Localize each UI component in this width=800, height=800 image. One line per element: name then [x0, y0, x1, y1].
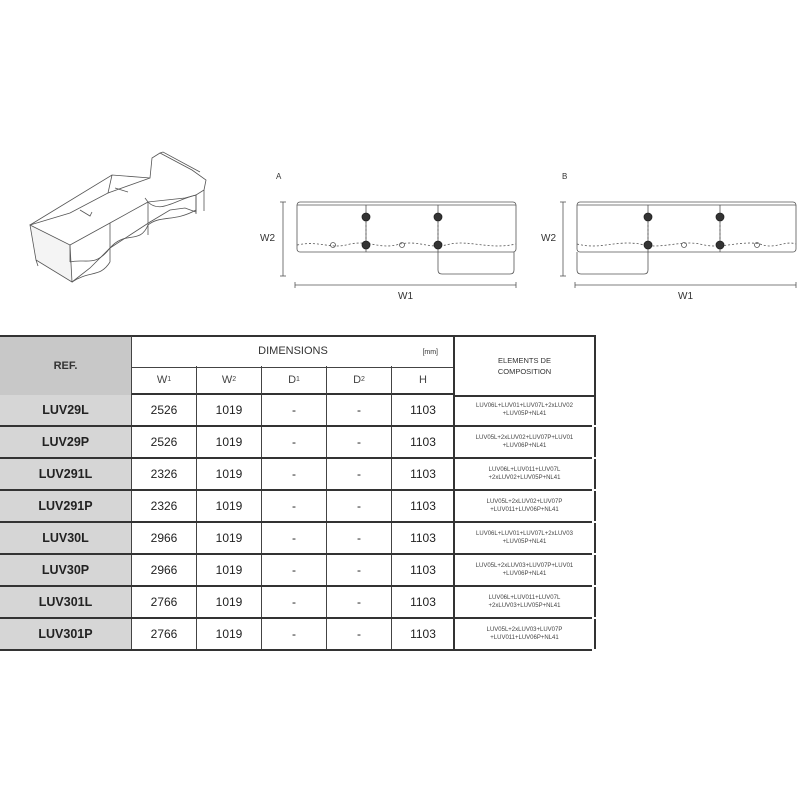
h-cell: 1103: [391, 427, 454, 457]
column-header-w1: W 1: [131, 366, 196, 395]
table-row: [0, 427, 592, 459]
d1-cell: -: [261, 587, 326, 617]
elements-header-line1: ELEMENTS DE: [498, 356, 551, 365]
unit-label: [mm]: [422, 349, 438, 356]
d2-cell: -: [326, 523, 391, 553]
d2-cell: -: [326, 619, 391, 649]
w1-cell: 2966: [131, 523, 196, 553]
d1-cell: -: [261, 459, 326, 489]
column-header-d1: D 1: [261, 366, 326, 395]
table-row: [0, 395, 592, 427]
plan-b-label: B: [562, 172, 568, 181]
h-cell: 1103: [391, 587, 454, 617]
elements-cell: LUV05L+2xLUV02+LUV07P+LUV01 +LUV06P+NL41: [453, 427, 596, 457]
d1-cell: -: [261, 619, 326, 649]
plan-a-label: A: [276, 172, 282, 181]
plan-b-w2-label: W2: [541, 233, 556, 244]
ref-cell: LUV30P: [0, 555, 131, 585]
w2-cell: 1019: [196, 459, 261, 489]
elements-cell: LUV05L+2xLUV03+LUV07P +LUV011+LUV06P+NL41: [453, 619, 596, 649]
table-row: [0, 459, 592, 491]
table-bottom-border: [0, 649, 592, 651]
elements-header: [453, 335, 596, 397]
table-row: [0, 619, 592, 651]
d1-cell: -: [261, 523, 326, 553]
w1-cell: 2326: [131, 491, 196, 521]
plan-a-w2-label: W2: [260, 233, 275, 244]
d1-cell: -: [261, 427, 326, 457]
plan-b-drawing: [560, 202, 796, 288]
table-row: [0, 587, 592, 619]
d2-cell: -: [326, 555, 391, 585]
ref-cell: LUV301L: [0, 587, 131, 617]
plan-b-w1-label: W1: [678, 291, 693, 302]
table-row: [0, 491, 592, 523]
w2-cell: 1019: [196, 587, 261, 617]
d2-cell: -: [326, 491, 391, 521]
d1-cell: -: [261, 555, 326, 585]
table-row: [0, 523, 592, 555]
w1-cell: 2526: [131, 427, 196, 457]
ref-header-label: REF.: [53, 360, 78, 372]
ref-header: [0, 335, 131, 397]
column-header-h: H: [391, 366, 454, 395]
w1-cell: 2766: [131, 619, 196, 649]
d1-cell: -: [261, 491, 326, 521]
d2-cell: -: [326, 427, 391, 457]
plan-a-drawing: [280, 202, 516, 288]
ref-cell: LUV291L: [0, 459, 131, 489]
drawings-svg: [0, 0, 800, 320]
elements-cell: LUV06L+LUV011+LUV07L +2xLUV02+LUV05P+NL41: [453, 459, 596, 489]
dimensions-header-label: DIMENSIONS: [258, 345, 328, 357]
h-cell: 1103: [391, 459, 454, 489]
d1-cell: -: [261, 395, 326, 425]
w2-cell: 1019: [196, 427, 261, 457]
ref-cell: LUV29P: [0, 427, 131, 457]
h-cell: 1103: [391, 555, 454, 585]
elements-cell: LUV06L+LUV01+LUV07L+2xLUV03 +LUV05P+NL41: [453, 523, 596, 553]
elements-cell: LUV06L+LUV011+LUV07L +2xLUV03+LUV05P+NL41: [453, 587, 596, 617]
ref-cell: LUV30L: [0, 523, 131, 553]
w1-cell: 2766: [131, 587, 196, 617]
h-cell: 1103: [391, 395, 454, 425]
elements-cell: LUV05L+2xLUV03+LUV07P+LUV01 +LUV06P+NL41: [453, 555, 596, 585]
w2-cell: 1019: [196, 523, 261, 553]
w2-cell: 1019: [196, 491, 261, 521]
column-header-d2: D 2: [326, 366, 391, 395]
w2-cell: 1019: [196, 395, 261, 425]
drawings-area: [0, 0, 800, 320]
elements-cell: LUV06L+LUV01+LUV07L+2xLUV02 +LUV05P+NL41: [453, 395, 596, 425]
elements-header-line2: COMPOSITION: [497, 367, 552, 376]
dimensions-header: [131, 335, 454, 368]
ref-cell: LUV291P: [0, 491, 131, 521]
h-cell: 1103: [391, 619, 454, 649]
h-cell: 1103: [391, 491, 454, 521]
d2-cell: -: [326, 459, 391, 489]
desk-perspective-drawing: [30, 152, 206, 282]
ref-cell: LUV29L: [0, 395, 131, 425]
w1-cell: 2966: [131, 555, 196, 585]
plan-a-w1-label: W1: [398, 291, 413, 302]
table-row: [0, 555, 592, 587]
d2-cell: -: [326, 587, 391, 617]
w2-cell: 1019: [196, 555, 261, 585]
h-cell: 1103: [391, 523, 454, 553]
w1-cell: 2526: [131, 395, 196, 425]
w2-cell: 1019: [196, 619, 261, 649]
ref-cell: LUV301P: [0, 619, 131, 649]
d2-cell: -: [326, 395, 391, 425]
w1-cell: 2326: [131, 459, 196, 489]
elements-cell: LUV05L+2xLUV02+LUV07P +LUV011+LUV06P+NL41: [453, 491, 596, 521]
column-header-w2: W 2: [196, 366, 261, 395]
